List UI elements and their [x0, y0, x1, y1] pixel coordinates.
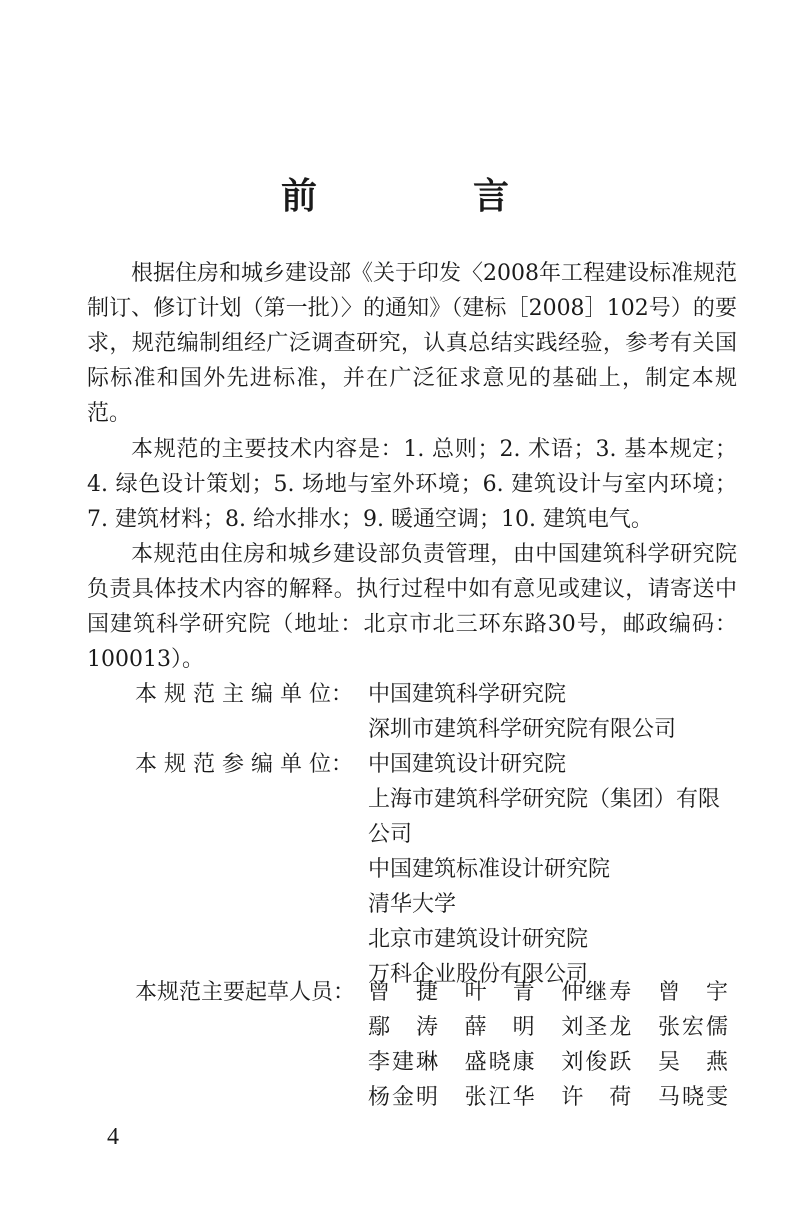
drafter-name: 张宏儒	[657, 1015, 728, 1040]
drafter-name: 鄢涛	[368, 1015, 438, 1040]
drafters-label: 本规范主要起草人员：	[135, 980, 356, 1005]
drafter-name: 刘俊跃	[561, 1050, 632, 1075]
chief-editor-label: 本 规 范 主 编 单 位：	[135, 682, 353, 707]
drafter-name: 薛明	[464, 1015, 535, 1040]
drafters-row	[368, 1045, 728, 1080]
chief-editor-unit: 深圳市建筑科学研究院有限公司	[368, 717, 677, 742]
page-number: 4	[107, 1124, 119, 1150]
drafter-name: 马晓雯	[657, 1085, 728, 1110]
co-editor-label: 本 规 范 参 编 单 位：	[135, 752, 353, 777]
co-editor-unit: 中国建筑设计研究院	[368, 752, 567, 777]
drafter-name: 叶青	[464, 980, 535, 1005]
drafter-name: 刘圣龙	[561, 1015, 632, 1040]
drafter-name: 仲继寿	[561, 980, 632, 1005]
page-title: 前 言	[280, 176, 569, 217]
drafter-name: 张江华	[464, 1085, 535, 1110]
paragraph-contents: 本规范的主要技术内容是：1. 总则；2. 术语；3. 基本规定；4. 绿色设计策划；5. 场地与室外环境；6. 建筑设计与室内环境；7. 建筑材料；8. 给水排水；9. 暖通空调；10. 建筑电气。	[87, 437, 737, 532]
drafter-name: 许荷	[561, 1085, 632, 1110]
chief-editor-unit: 中国建筑科学研究院	[368, 682, 567, 707]
drafters-list	[368, 975, 728, 1115]
drafters-row	[368, 975, 728, 1010]
paragraph-management: 本规范由住房和城乡建设部负责管理，由中国建筑科学研究院负责具体技术内容的解释。执行过程中如有意见或建议，请寄送中国建筑科学研究院（地址：北京市北三环东路30号，邮政编码：100013）。	[87, 542, 737, 672]
paragraph-basis: 根据住房和城乡建设部《关于印发〈2008年工程建设标准规范制订、修订计划（第一批）〉的通知》（建标［2008］102号）的要求，规范编制组经广泛调查研究，认真总结实践经验，参考有关国际标准和国外先进标准，并在广泛征求意见的基础上，制定本规范。	[87, 261, 737, 426]
drafter-name: 曾捷	[368, 980, 438, 1005]
drafter-name: 李建琳	[368, 1050, 438, 1075]
co-editor-unit: 中国建筑标准设计研究院	[368, 857, 611, 882]
co-editor-unit: 北京市建筑设计研究院	[368, 927, 589, 952]
drafter-name: 杨金明	[368, 1085, 438, 1110]
drafter-name: 盛晓康	[464, 1050, 535, 1075]
co-editor-unit: 上海市建筑科学研究院（集团）有限公司	[368, 787, 721, 847]
co-editor-unit: 万科企业股份有限公司	[368, 962, 589, 987]
drafter-name: 吴燕	[657, 1050, 728, 1075]
drafter-name: 曾宇	[657, 980, 728, 1005]
drafters-row	[368, 1080, 728, 1115]
co-editor-unit: 清华大学	[368, 892, 457, 917]
drafters-row	[368, 1010, 728, 1045]
